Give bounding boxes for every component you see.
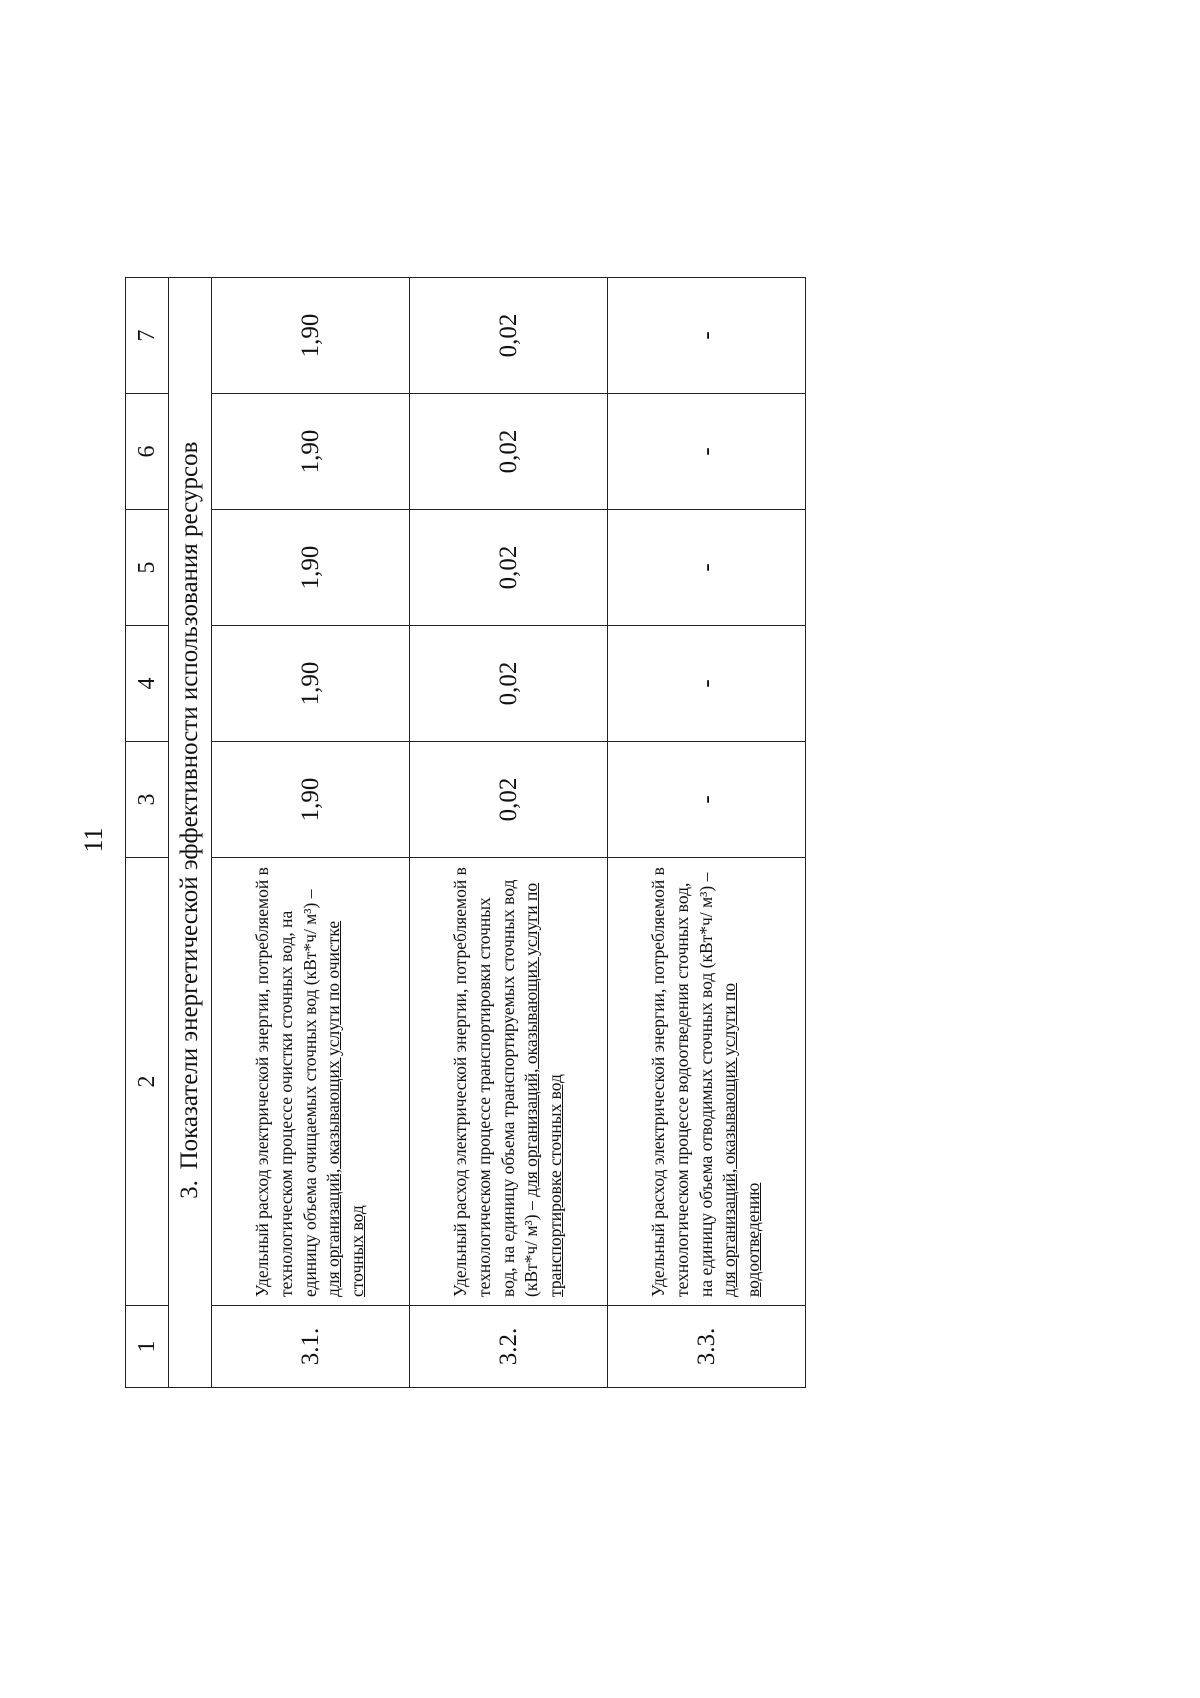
value-cell: 0,02 [410, 626, 608, 742]
column-number-header-row [126, 278, 169, 1388]
description-underlined: для организаций, оказывающих услуги по транспортировке сточных вод [521, 882, 565, 1297]
table-row [212, 278, 410, 1388]
table-row [608, 278, 806, 1388]
row-number: 3.1. [212, 1306, 410, 1388]
value-cell: - [608, 742, 806, 858]
row-number: 3.2. [410, 1306, 608, 1388]
value-cell: - [608, 394, 806, 510]
column-header: 4 [126, 626, 169, 742]
value-cell: 0,02 [410, 742, 608, 858]
table-container [125, 278, 780, 1388]
value-cell: 0,02 [410, 510, 608, 626]
value-cell: - [608, 626, 806, 742]
rotated-table-frame [125, 278, 780, 1388]
description-underlined: для организаций, оказывающих услуги по очистке сточных вод [323, 920, 367, 1297]
row-description [608, 858, 806, 1306]
value-cell: - [608, 278, 806, 394]
table-row [410, 278, 608, 1388]
value-cell: 1,90 [212, 394, 410, 510]
value-cell: 0,02 [410, 278, 608, 394]
column-header: 5 [126, 510, 169, 626]
column-header: 6 [126, 394, 169, 510]
value-cell: - [608, 510, 806, 626]
section-number: 3. [176, 1180, 203, 1199]
value-cell: 1,90 [212, 510, 410, 626]
section-title: Показатели энергетической эффективности использования ресурсов [176, 441, 203, 1170]
page-number: 11 [79, 827, 108, 853]
column-header: 7 [126, 278, 169, 394]
column-header: 3 [126, 742, 169, 858]
row-number: 3.3. [608, 1306, 806, 1388]
section-header-cell [169, 278, 212, 1388]
indicators-table [125, 277, 806, 1388]
column-header: 1 [126, 1306, 169, 1388]
description-text: Удельный расход электрической энергии, потребляемой в технологическом процессе транспортировки сточных вод, на единицу объема транспортируемых сточных вод (кВт*ч/ м³) – [450, 867, 542, 1297]
section-header-row [169, 278, 212, 1388]
column-header: 2 [126, 858, 169, 1306]
description-text: Удельный расход электрической энергии, потребляемой в технологическом процессе очистки сточных вод, на единицу объема очищаемых сточных вод (кВт*ч/ м³) – [252, 867, 320, 1297]
value-cell: 1,90 [212, 278, 410, 394]
description-text: Удельный расход электрической энергии, потребляемой в технологическом процессе водоотведения сточных вод, на единицу объема отводимых сточных вод (кВт*ч/ м³) – [648, 867, 716, 1297]
row-description [410, 858, 608, 1306]
value-cell: 1,90 [212, 626, 410, 742]
value-cell: 0,02 [410, 394, 608, 510]
row-description [212, 858, 410, 1306]
description-underlined: для организаций, оказывающих услуги по водоотведению [719, 982, 763, 1297]
value-cell: 1,90 [212, 742, 410, 858]
